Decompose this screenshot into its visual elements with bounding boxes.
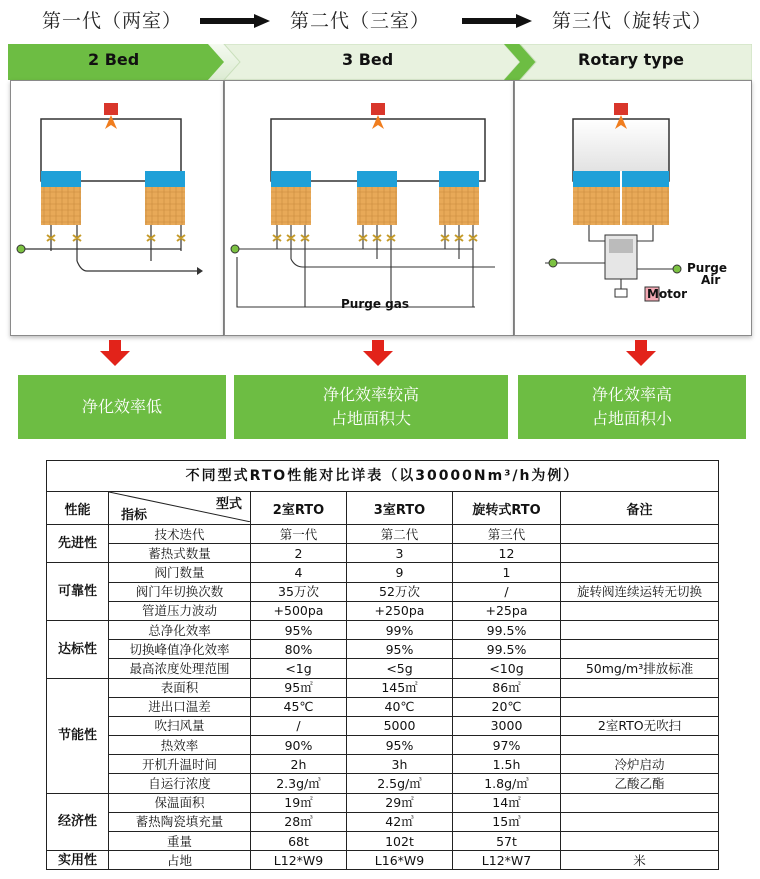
- note-cell: 米: [561, 851, 719, 870]
- indicator-cell: 表面积: [109, 678, 251, 697]
- indicator-cell: 蓄热陶瓷填充量: [109, 812, 251, 831]
- note-cell: 旋转阀连续运转无切换: [561, 582, 719, 601]
- indicator-cell: 切换峰值净化效率: [109, 640, 251, 659]
- value-2bed-cell: +500pa: [251, 601, 347, 620]
- value-rotary-cell: +25pa: [453, 601, 561, 620]
- value-rotary-cell: 3000: [453, 716, 561, 735]
- note-cell: 乙酸乙酯: [561, 774, 719, 793]
- result-box-rotary: [518, 375, 746, 439]
- value-rotary-cell: 14㎡: [453, 793, 561, 812]
- generation-3-title: 第三代（旋转式）: [552, 10, 713, 32]
- value-rotary-cell: 57t: [453, 832, 561, 851]
- value-3bed-cell: <5g: [347, 659, 453, 678]
- value-2bed-cell: 2.3g/㎥: [251, 774, 347, 793]
- indicator-cell: 占地: [109, 851, 251, 870]
- result-box-3bed: [234, 375, 508, 439]
- value-2bed-cell: <1g: [251, 659, 347, 678]
- value-2bed-cell: 68t: [251, 832, 347, 851]
- table-row: [47, 755, 719, 774]
- table-row: [47, 620, 719, 639]
- value-rotary-cell: 第三代: [453, 525, 561, 544]
- value-2bed-cell: 35万次: [251, 582, 347, 601]
- down-arrow-icon: [100, 340, 130, 366]
- value-2bed-cell: 2: [251, 544, 347, 563]
- note-cell: [561, 525, 719, 544]
- table-row: [47, 582, 719, 601]
- indicator-cell: 自运行浓度: [109, 774, 251, 793]
- note-cell: 50mg/m³排放标准: [561, 659, 719, 678]
- value-3bed-cell: 第二代: [347, 525, 453, 544]
- table-row: [47, 774, 719, 793]
- value-rotary-cell: 20℃: [453, 697, 561, 716]
- table-row: [47, 525, 719, 544]
- value-rotary-cell: 99.5%: [453, 620, 561, 639]
- value-3bed-cell: L16*W9: [347, 851, 453, 870]
- note-cell: 2室RTO无吹扫: [561, 716, 719, 735]
- table-row: [47, 563, 719, 582]
- table-row: [47, 544, 719, 563]
- down-arrow-icon: [626, 340, 656, 366]
- result-box-2bed: [18, 375, 226, 439]
- note-header: 备注: [561, 492, 719, 525]
- diagram-3bed: [224, 80, 514, 336]
- value-2bed-cell: 95%: [251, 620, 347, 639]
- burner-icon: [104, 103, 118, 129]
- generation-2-title: 第二代（三室）: [290, 10, 431, 32]
- value-2bed-cell: 95㎡: [251, 678, 347, 697]
- note-cell: [561, 697, 719, 716]
- table-row: [47, 697, 719, 716]
- indicator-label: 指标: [121, 508, 148, 523]
- value-rotary-cell: <10g: [453, 659, 561, 678]
- right-arrow-icon: [200, 14, 270, 28]
- category-cell: 可靠性: [47, 563, 109, 621]
- value-3bed-cell: 3: [347, 544, 453, 563]
- result-line: 净化效率低: [81, 397, 162, 416]
- indicator-cell: 保温面积: [109, 793, 251, 812]
- value-2bed-cell: /: [251, 716, 347, 735]
- value-2bed-cell: 19㎡: [251, 793, 347, 812]
- right-arrow-icon: [462, 14, 532, 28]
- value-3bed-cell: 2.5g/㎥: [347, 774, 453, 793]
- note-cell: [561, 620, 719, 639]
- comparison-table-wrapper: [46, 460, 718, 870]
- value-2bed-cell: 4: [251, 563, 347, 582]
- indicator-cell: 热效率: [109, 736, 251, 755]
- indicator-cell: 进出口温差: [109, 697, 251, 716]
- value-rotary-cell: 1: [453, 563, 561, 582]
- value-rotary-cell: 12: [453, 544, 561, 563]
- value-3bed-cell: 95%: [347, 640, 453, 659]
- value-rotary-cell: 1.5h: [453, 755, 561, 774]
- col-2bed-header: 2室RTO: [251, 492, 347, 525]
- value-2bed-cell: L12*W9: [251, 851, 347, 870]
- banner-label-rotary: Rotary type: [578, 50, 685, 69]
- note-cell: [561, 544, 719, 563]
- note-cell: [561, 601, 719, 620]
- table-row: [47, 678, 719, 697]
- comparison-table: [46, 460, 719, 870]
- table-row: [47, 659, 719, 678]
- value-rotary-cell: 97%: [453, 736, 561, 755]
- table-row: [47, 793, 719, 812]
- category-cell: 节能性: [47, 678, 109, 793]
- indicator-cell: 技术迭代: [109, 525, 251, 544]
- diagram-2bed: [10, 80, 224, 336]
- table-row: [47, 812, 719, 831]
- indicator-cell: 总净化效率: [109, 620, 251, 639]
- down-arrow-icon: [363, 340, 393, 366]
- result-line: 净化效率较高: [322, 385, 419, 404]
- note-cell: [561, 563, 719, 582]
- indicator-cell: 最高浓度处理范围: [109, 659, 251, 678]
- value-2bed-cell: 28㎥: [251, 812, 347, 831]
- rotary-schematic: [515, 81, 751, 335]
- purge-gas-label: Purge gas: [341, 297, 409, 311]
- air-label: Air: [701, 273, 721, 287]
- result-line: 净化效率高: [591, 385, 672, 404]
- value-2bed-cell: 80%: [251, 640, 347, 659]
- diagram-rotary: [514, 80, 752, 336]
- table-row: [47, 601, 719, 620]
- note-cell: 冷炉启动: [561, 755, 719, 774]
- category-cell: 先进性: [47, 525, 109, 563]
- value-3bed-cell: 145㎡: [347, 678, 453, 697]
- note-cell: [561, 678, 719, 697]
- purge-label: Purge: [687, 261, 727, 275]
- indicator-cell: 阀门数量: [109, 563, 251, 582]
- value-rotary-cell: 15㎥: [453, 812, 561, 831]
- table-row: [47, 716, 719, 735]
- value-3bed-cell: 42㎥: [347, 812, 453, 831]
- table-title: 不同型式RTO性能对比详表（以30000Nm³/h为例）: [47, 461, 719, 492]
- value-rotary-cell: /: [453, 582, 561, 601]
- indicator-cell: 吹扫风量: [109, 716, 251, 735]
- indicator-cell: 管道压力波动: [109, 601, 251, 620]
- banner-label-2bed: 2 Bed: [88, 50, 140, 69]
- banner-label-3bed: 3 Bed: [342, 50, 394, 69]
- value-3bed-cell: 9: [347, 563, 453, 582]
- note-cell: [561, 793, 719, 812]
- note-cell: [561, 640, 719, 659]
- value-rotary-cell: 99.5%: [453, 640, 561, 659]
- indicator-cell: 重量: [109, 832, 251, 851]
- value-2bed-cell: 90%: [251, 736, 347, 755]
- value-3bed-cell: 99%: [347, 620, 453, 639]
- value-3bed-cell: 40℃: [347, 697, 453, 716]
- indicator-cell: 蓄热式数量: [109, 544, 251, 563]
- indicator-cell: 阀门年切换次数: [109, 582, 251, 601]
- value-rotary-cell: 1.8g/㎥: [453, 774, 561, 793]
- value-3bed-cell: 29㎡: [347, 793, 453, 812]
- perf-header: 性能: [47, 492, 109, 525]
- table-row: [47, 832, 719, 851]
- value-rotary-cell: L12*W7: [453, 851, 561, 870]
- type-label: 型式: [215, 497, 242, 512]
- burner-icon: [371, 103, 385, 129]
- note-cell: [561, 736, 719, 755]
- category-cell: 实用性: [47, 851, 109, 870]
- generation-1-title: 第一代（两室）: [42, 10, 183, 32]
- value-2bed-cell: 2h: [251, 755, 347, 774]
- value-3bed-cell: 52万次: [347, 582, 453, 601]
- table-row: [47, 736, 719, 755]
- indicator-cell: 开机升温时间: [109, 755, 251, 774]
- value-3bed-cell: 95%: [347, 736, 453, 755]
- category-cell: 达标性: [47, 620, 109, 678]
- 2bed-schematic: [11, 81, 223, 335]
- motor-label: Motor: [647, 287, 688, 301]
- result-line: 占地面积小: [591, 409, 672, 428]
- table-row: [47, 640, 719, 659]
- category-cell: 经济性: [47, 793, 109, 851]
- col-3bed-header: 3室RTO: [347, 492, 453, 525]
- value-3bed-cell: 3h: [347, 755, 453, 774]
- col-rotary-header: 旋转式RTO: [453, 492, 561, 525]
- result-line: 占地面积大: [330, 409, 411, 428]
- diagonal-header: [109, 492, 251, 525]
- value-rotary-cell: 86㎡: [453, 678, 561, 697]
- value-3bed-cell: 5000: [347, 716, 453, 735]
- value-2bed-cell: 45℃: [251, 697, 347, 716]
- table-row: [47, 851, 719, 870]
- generation-title-row: [0, 0, 760, 44]
- value-3bed-cell: 102t: [347, 832, 453, 851]
- note-cell: [561, 812, 719, 831]
- note-cell: [561, 832, 719, 851]
- value-3bed-cell: +250pa: [347, 601, 453, 620]
- value-2bed-cell: 第一代: [251, 525, 347, 544]
